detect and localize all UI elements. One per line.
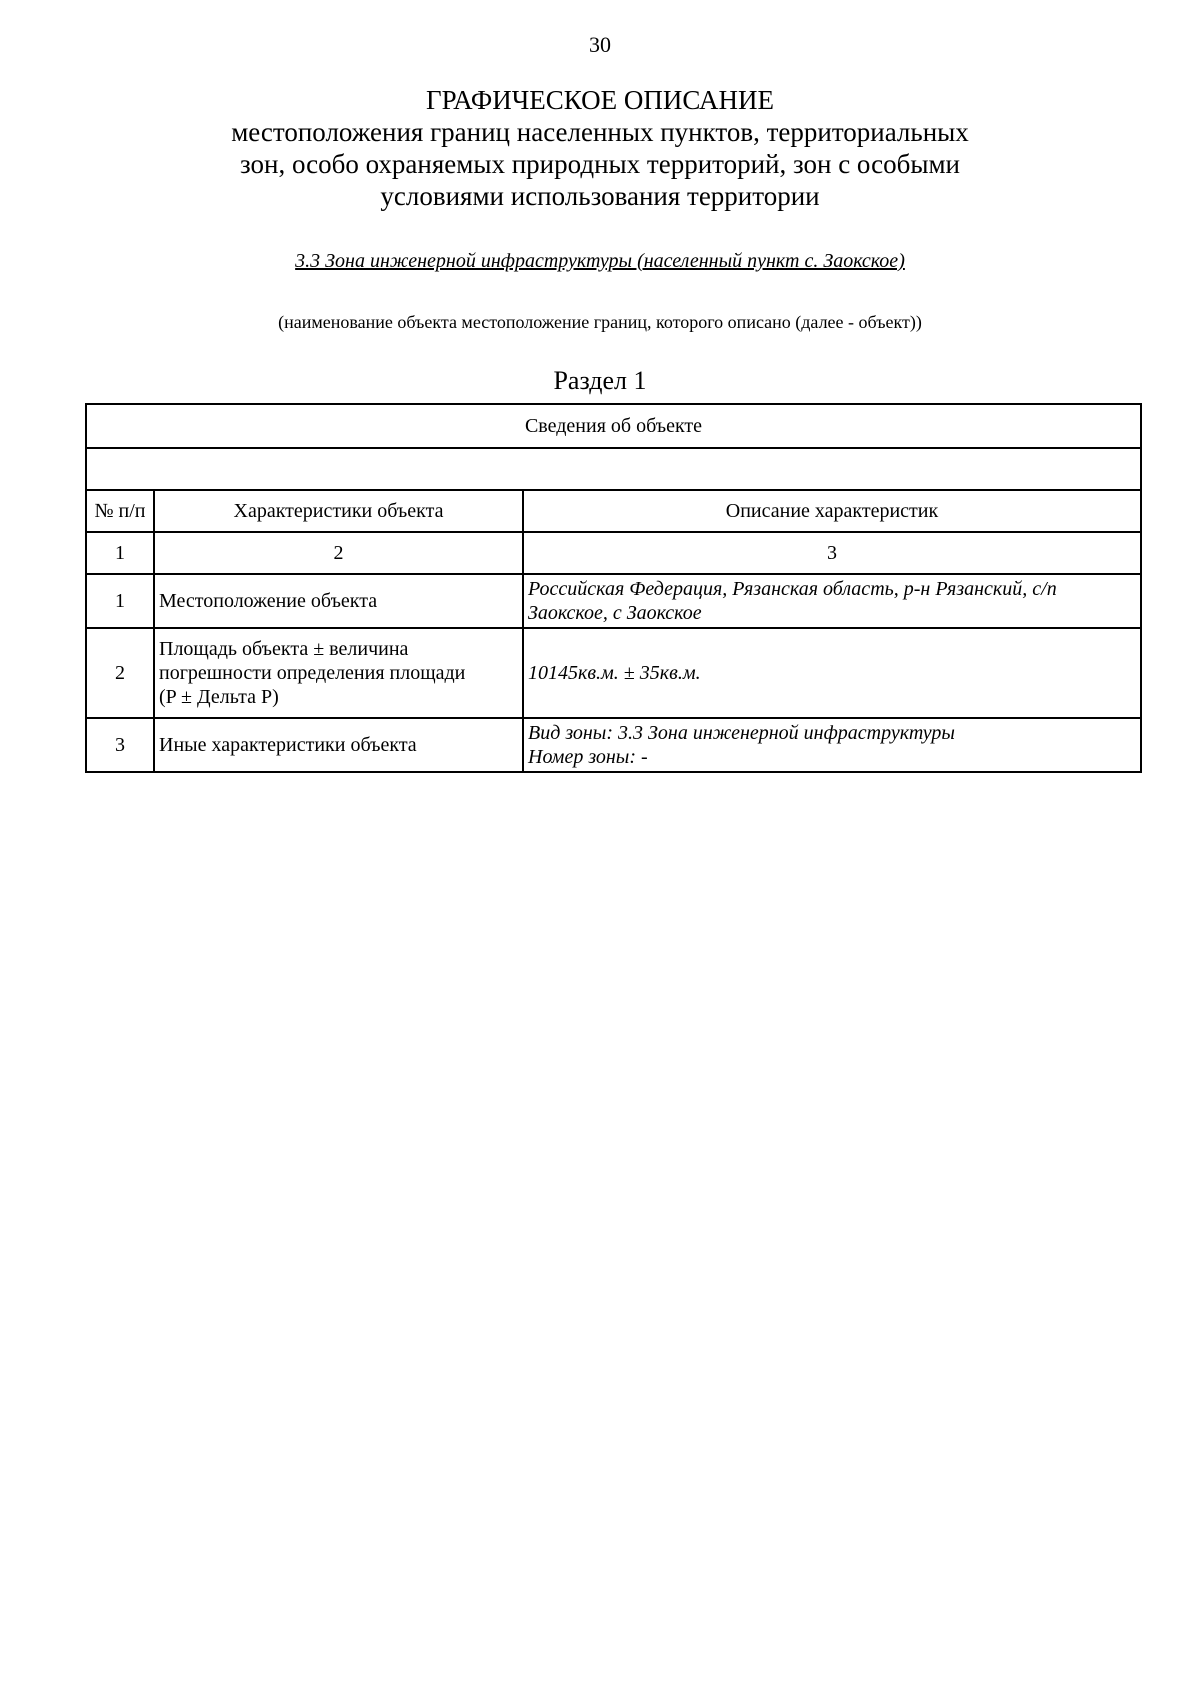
table-row (86, 574, 1141, 628)
row-description (523, 628, 1141, 718)
column-header: № п/п (86, 490, 154, 532)
object-info-table (85, 403, 1142, 773)
description-line: Российская Федерация, Рязанская область, р-н Рязанский, с/п (528, 578, 1057, 600)
table-empty-cell (86, 448, 1141, 490)
table-row (86, 718, 1141, 772)
table-column-numbers-row (86, 532, 1141, 574)
document-header (0, 84, 1200, 212)
column-number: 2 (154, 532, 523, 574)
characteristic-line: Местоположение объекта (159, 590, 378, 612)
object-name: 3.3 Зона инженерной инфраструктуры (населенный пункт с. Заокское) (295, 250, 905, 272)
object-caption: (наименование объекта местоположение границ, которого описано (далее - объект)) (278, 312, 922, 332)
table-empty-row (86, 448, 1141, 490)
characteristic-line: (P ± Дельта P) (159, 686, 279, 708)
table-title: Сведения об объекте (86, 404, 1141, 448)
row-number: 1 (86, 574, 154, 628)
row-number: 3 (86, 718, 154, 772)
column-number: 3 (523, 532, 1141, 574)
table-row (86, 628, 1141, 718)
section-title: Раздел 1 (553, 366, 647, 395)
column-header: Описание характеристик (523, 490, 1141, 532)
characteristic-line: Площадь объекта ± величина (159, 638, 409, 660)
row-characteristic (154, 718, 523, 772)
column-header: Характеристики объекта (154, 490, 523, 532)
characteristic-line: Иные характеристики объекта (159, 734, 417, 756)
document-subtitle-line: зон, особо охраняемых природных территорий, зон с особыми (239, 149, 961, 179)
document-subtitle-line: местоположения границ населенных пунктов, территориальных (231, 117, 969, 147)
description-line: 10145кв.м. ± 35кв.м. (528, 662, 701, 684)
description-line: Заокское, с Заокское (528, 602, 702, 624)
description-line: Вид зоны: 3.3 Зона инженерной инфраструктуры (528, 722, 955, 744)
row-characteristic (154, 574, 523, 628)
row-characteristic (154, 628, 523, 718)
table-header-row (86, 490, 1141, 532)
document-subtitle-line: условиями использования территории (380, 181, 820, 211)
description-line: Номер зоны: - (528, 746, 648, 768)
characteristic-line: погрешности определения площади (159, 662, 466, 684)
table-title-row (86, 404, 1141, 448)
column-number: 1 (86, 532, 154, 574)
row-number: 2 (86, 628, 154, 718)
row-description (523, 718, 1141, 772)
page-number: 30 (589, 32, 611, 57)
row-description (523, 574, 1141, 628)
document-title: ГРАФИЧЕСКОЕ ОПИСАНИЕ (425, 85, 775, 115)
